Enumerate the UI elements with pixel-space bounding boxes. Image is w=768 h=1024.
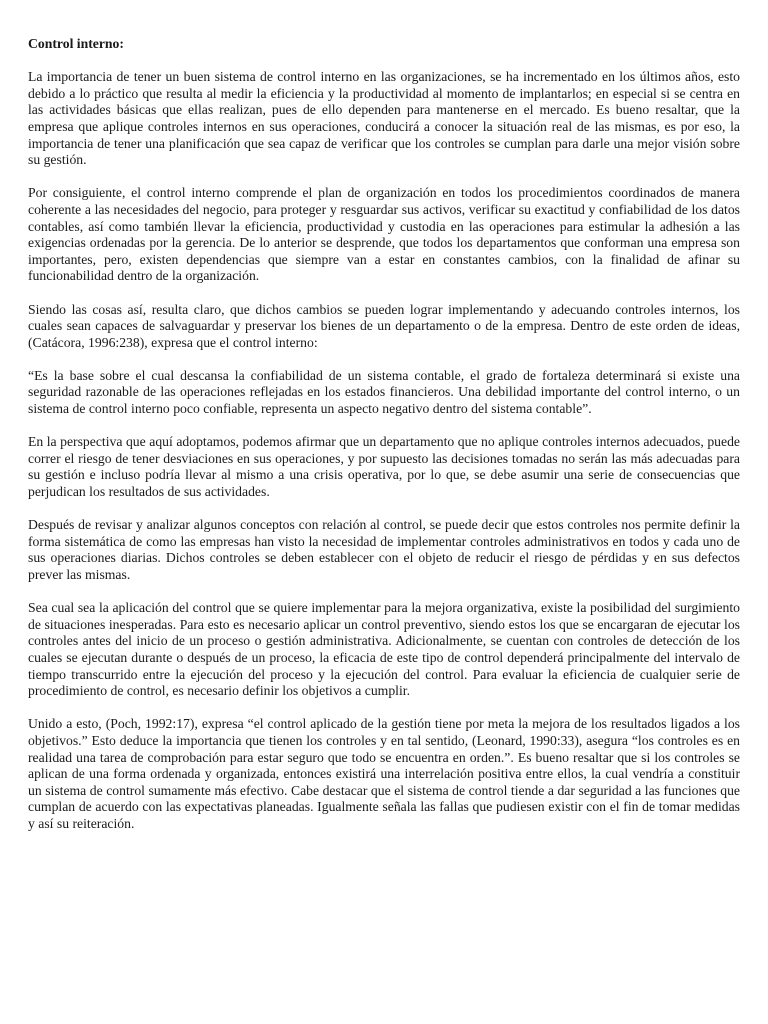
paragraph-7: Sea cual sea la aplicación del control que se quiere implementar para la mejora organizativa, existe la posibilidad del surgimiento de situaciones inesperadas. Para esto es necesario aplicar un control preventivo, siendo estos los que se encargaran de ejecutar los controles antes del inicio de un proceso o gestión administrativa. Adicionalmente, se cuentan con controles de detección de los cuales se ejecutan durante o después de un proceso, la eficacia de este tipo de control dependerá principalmente del intervalo de tiempo transcurrido entre la ejecución del proceso y la ejecución del control. Para evaluar la eficiencia de cualquier serie de procedimiento de control, es necesario definir los objetivos a cumplir. (28, 600, 740, 699)
paragraph-8: Unido a esto, (Poch, 1992:17), expresa “el control aplicado de la gestión tiene por meta la mejora de los resultados ligados a los objetivos.” Esto deduce la importancia que tienen los controles y en tal sentido, (Leonard, 1990:33), asegura “los controles es en realidad una tarea de comprobación para estar seguro que todo se encuentra en orden.”. Es bueno resaltar que si los controles se aplican de una forma ordenada y organizada, entonces existirá una interrelación positiva entre ellos, la cual vendría a constituir un sistema de control sumamente más efectivo. Cabe destacar que el sistema de control tiende a dar seguridad a las funciones que cumplan de acuerdo con las expectativas planeadas. Igualmente señala las fallas que pudiesen existir con el fin de tomar medidas y así su reiteración. (28, 716, 740, 831)
quote-paragraph: “Es la base sobre el cual descansa la confiabilidad de un sistema contable, el grado de fortaleza determinará si existe una seguridad razonable de las operaciones reflejadas en los estados financieros. Una debilidad importante del control interno, o un sistema de control interno poco confiable, representa un aspecto negativo dentro del sistema contable”. (28, 367, 740, 417)
document-title: Control interno: (28, 36, 124, 51)
paragraph-2: Por consiguiente, el control interno comprende el plan de organización en todos los procedimientos coordinados de manera coherente a las necesidades del negocio, para proteger y resguardar sus activos, verificar su exactitud y confiabilidad de los datos contables, así como también llevar la eficiencia, productividad y custodia en las operaciones para estimular la adhesión a las exigencias ordenadas por la gerencia. De lo anterior se desprende, que todos los departamentos que conforman una empresa son importantes, pero, existen dependencias que siempre van a estar en constantes cambios, con la finalidad de afinar su funcionabilidad dentro de la organización. (28, 185, 740, 284)
paragraph-1: La importancia de tener un buen sistema de control interno en las organizaciones, se ha incrementado en los últimos años, esto debido a lo práctico que resulta al medir la eficiencia y la productividad al momento de implantarlos; en especial si se centra en las actividades básicas que ellas realizan, pues de ello dependen para mantenerse en el mercado. Es bueno resaltar, que la empresa que aplique controles internos en sus operaciones, conducirá a conocer la situación real de las mismas, es por eso, la importancia de tener una planificación que sea capaz de verificar que los controles se cumplan para darle una mejor visión sobre su gestión. (28, 69, 740, 168)
paragraph-6: Después de revisar y analizar algunos conceptos con relación al control, se puede decir que estos controles nos permite definir la forma sistemática de como las empresas han visto la necesidad de implementar controles administrativos en todos y cada uno de sus operaciones diarias. Dichos controles se deben establecer con el objeto de reducir el riesgo de pérdidas y en sus defectos prever las mismas. (28, 517, 740, 582)
paragraph-5: En la perspectiva que aquí adoptamos, podemos afirmar que un departamento que no aplique controles internos adecuados, puede correr el riesgo de tener desviaciones en sus operaciones, y por supuesto las decisiones tomadas no serán las más adecuadas para su gestión e incluso podría llevar al mismo a una crisis operativa, por lo que, se debe asumir una serie de consecuencias que perjudican los resultados de sus actividades. (28, 434, 740, 500)
paragraph-3: Siendo las cosas así, resulta claro, que dichos cambios se pueden lograr implementando y adecuando controles internos, los cuales sean capaces de salvaguardar y preservar los bienes de un departamento o de la empresa. Dentro de este orden de ideas, (Catácora, 1996:238), expresa que el control interno: (28, 301, 740, 350)
document-page (28, 36, 740, 849)
